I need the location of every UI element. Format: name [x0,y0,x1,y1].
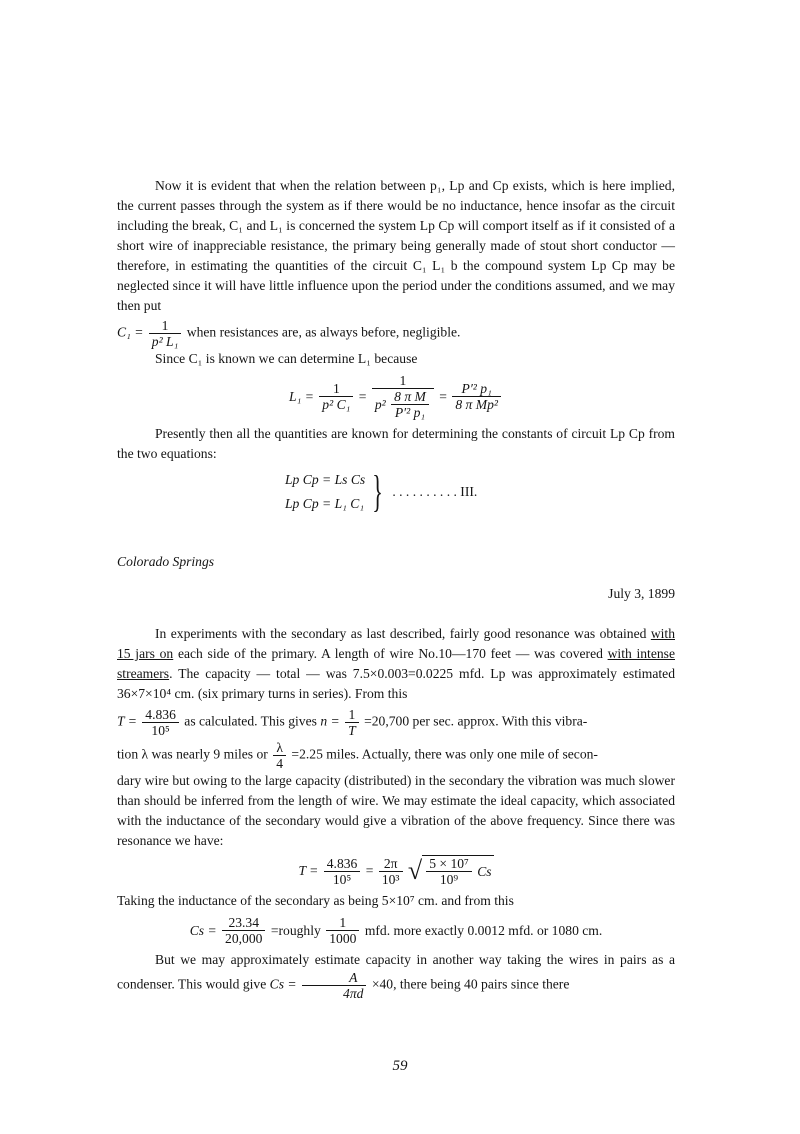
eq-t2-num: 4.836 [326,855,358,871]
eq-l1-f2-inner-den: P′² p₁ [391,404,429,420]
eq-l1-f2-den-p2: p² [374,397,386,412]
page-body [117,176,675,1001]
eq-c1-denominator: p² L₁ [149,333,182,349]
eq-l1-f2-inner-fraction [391,389,429,420]
eq-c1-numerator: 1 [161,318,169,333]
eq-t1-fraction-2 [345,707,359,738]
eq-l1-fraction-1 [319,381,353,412]
eq-cs-den2: 1000 [326,930,359,946]
eq-t2-fraction-1 [324,856,361,887]
paragraph-3: Presently then all the quantities are known for determining the constants of circuit Lp Cp from the two equations: [117,426,675,461]
eq-t2-fraction-2 [379,856,403,887]
entry-place: Colorado Springs [117,554,215,569]
eq-t2-den2: 10³ [379,871,403,887]
eq-last-den: 4πd [302,985,366,1001]
eq-cs-mid: =roughly [270,922,321,938]
eq-t1-num: 4.836 [145,707,176,722]
equation-t1-line [117,707,675,738]
eq-l1-f1-den: p² C₁ [319,396,353,412]
paragraph-1: Now it is evident that when the relation between p₁, Lp and Cp exists, which is here implied, the current passes through the system as if there would be no inductance, hence insofar as the circuit including the break, C₁ and L₁ is concerned the system Lp Cp will comport itself as if it consisted of a short wire of inappreciable resistance, the primary being generally made of stout short conductor — therefore, in estimating the quantities of the circuit C₁ L₁ b the compound system Lp Cp may be neglected since it will have little influence upon the period under the conditions assumed, and we may then put [117,178,675,313]
eq-t1-mid: as calculated. This gives [184,713,317,729]
system-label: . . . . . . . . . . III. [392,484,478,499]
equation-lambda-line [117,740,675,771]
system-line-2: Lp Cp = L₁ C₁ [285,496,365,511]
eq-cs-num2: 1 [339,915,347,930]
page-number: 59 [392,1058,408,1074]
eq-t1-tail: =20,700 per sec. approx. With this vibra- [364,713,588,729]
equation-system-iii [285,468,675,516]
eq-last-lhs: Cs = [269,976,297,992]
eq-l1-f2-inner-num: 8 π M [394,389,426,404]
eq-l1-f3-den: 8 π Mp² [452,396,501,412]
eq-l1-equals-2: = [358,388,367,404]
eq-t1-n: n = [320,713,340,729]
eq-l1-f2-den [372,388,434,420]
eq-lambda-tail: =2.25 miles. Actually, there was only one mile of secon- [291,746,598,762]
eq-lambda-num: λ [276,740,283,755]
paragraph-4 [117,624,675,704]
right-brace: } [372,467,384,516]
eq-l1-f1-num: 1 [332,381,340,396]
eq-c1-lhs: C₁ = [117,324,144,340]
eq-t1-den: 10⁵ [142,722,179,738]
eq-t2-cs: Cs [477,863,492,879]
eq-t2-equals: = [365,863,374,878]
eq-l1-fraction-3 [452,381,501,412]
equation-system-lines [285,468,365,516]
sqrt-body [422,855,493,887]
eq-c1-tail: when resistances are, as always before, negligible. [186,324,461,340]
eq-last-tail: ×40, there being 40 pairs since there [371,976,570,992]
eq-t2-root-num: 5 × 10⁷ [429,856,469,871]
eq-lambda-head: tion λ was nearly 9 miles or [117,746,268,762]
eq-t2-root-fraction [426,856,472,887]
equation-t2 [117,855,675,887]
eq-cs-fraction-1 [222,915,265,946]
eq-t2-den: 10⁵ [324,871,361,887]
eq-last-fraction [302,970,366,1001]
eq-lambda-den: 4 [273,755,286,771]
eq-cs-tail: mfd. more exactly 0.0012 mfd. or 1080 cm. [364,922,603,938]
eq-l1-f2-num: 1 [399,373,407,388]
eq-l1-fraction-2 [372,373,434,420]
equation-c1-line [117,318,675,349]
eq-lambda-fraction [273,740,286,771]
eq-cs-den: 20,000 [222,930,265,946]
paragraph-5: dary wire but owing to the large capacity (distributed) in the secondary the vibration was much slower than should be inferred from the length of wire. We may estimate the ideal capacity, which associated with the inductance of the secondary would give a vibration of the above frequency. Since there was resonance we have: [117,773,675,848]
para4-underlined-1: with 15 jars on [117,626,675,661]
para4-part-a: In experiments with the secondary as last described, fairly good resonance was obtained [155,626,651,641]
eq-l1-f3-num: P′² p₁ [461,381,492,396]
eq-t1-num2: 1 [348,707,356,722]
eq-last-num: A [349,970,358,985]
eq-t1-lhs: T = [117,713,137,729]
equation-cs [117,915,675,946]
para4-part-c: . The capacity — total — was 7.5×0.003=0.0225 mfd. Lp was approximately estimated 36×7×10⁴ cm. (six primary turns in series). From this [117,666,675,701]
eq-t2-lhs: T = [298,863,319,878]
sqrt-sign: √ [407,856,423,885]
para4-underlined-2: with intense streamers [117,646,675,681]
eq-l1-lhs: L₁ = [289,388,314,404]
equation-l1 [117,373,675,420]
eq-t1-den2: T [345,722,359,738]
eq-t2-num2: 2π [383,855,398,871]
eq-cs-fraction-2 [326,915,359,946]
entry-date: July 3, 1899 [608,586,675,601]
system-line-1: Lp Cp = Ls Cs [285,472,366,487]
paragraph-2: Since C₁ is known we can determine L₁ because [155,351,418,366]
paragraph-7 [117,950,675,1001]
eq-cs-num: 23.34 [228,915,260,930]
eq-t1-fraction [142,707,179,738]
para7-text: But we may approximately estimate capacity in another way taking the wires in pairs as a condenser. This would give [117,952,675,992]
eq-t2-root-den: 10⁹ [426,871,472,887]
eq-l1-equals-3: = [439,388,447,404]
paragraph-6: Taking the inductance of the secondary as being 5×10⁷ cm. and from this [117,893,514,908]
para4-part-b: each side of the primary. A length of wire No.10—170 feet — was covered [173,646,608,661]
eq-cs-lhs: Cs = [189,922,217,938]
eq-c1-fraction [149,318,182,349]
